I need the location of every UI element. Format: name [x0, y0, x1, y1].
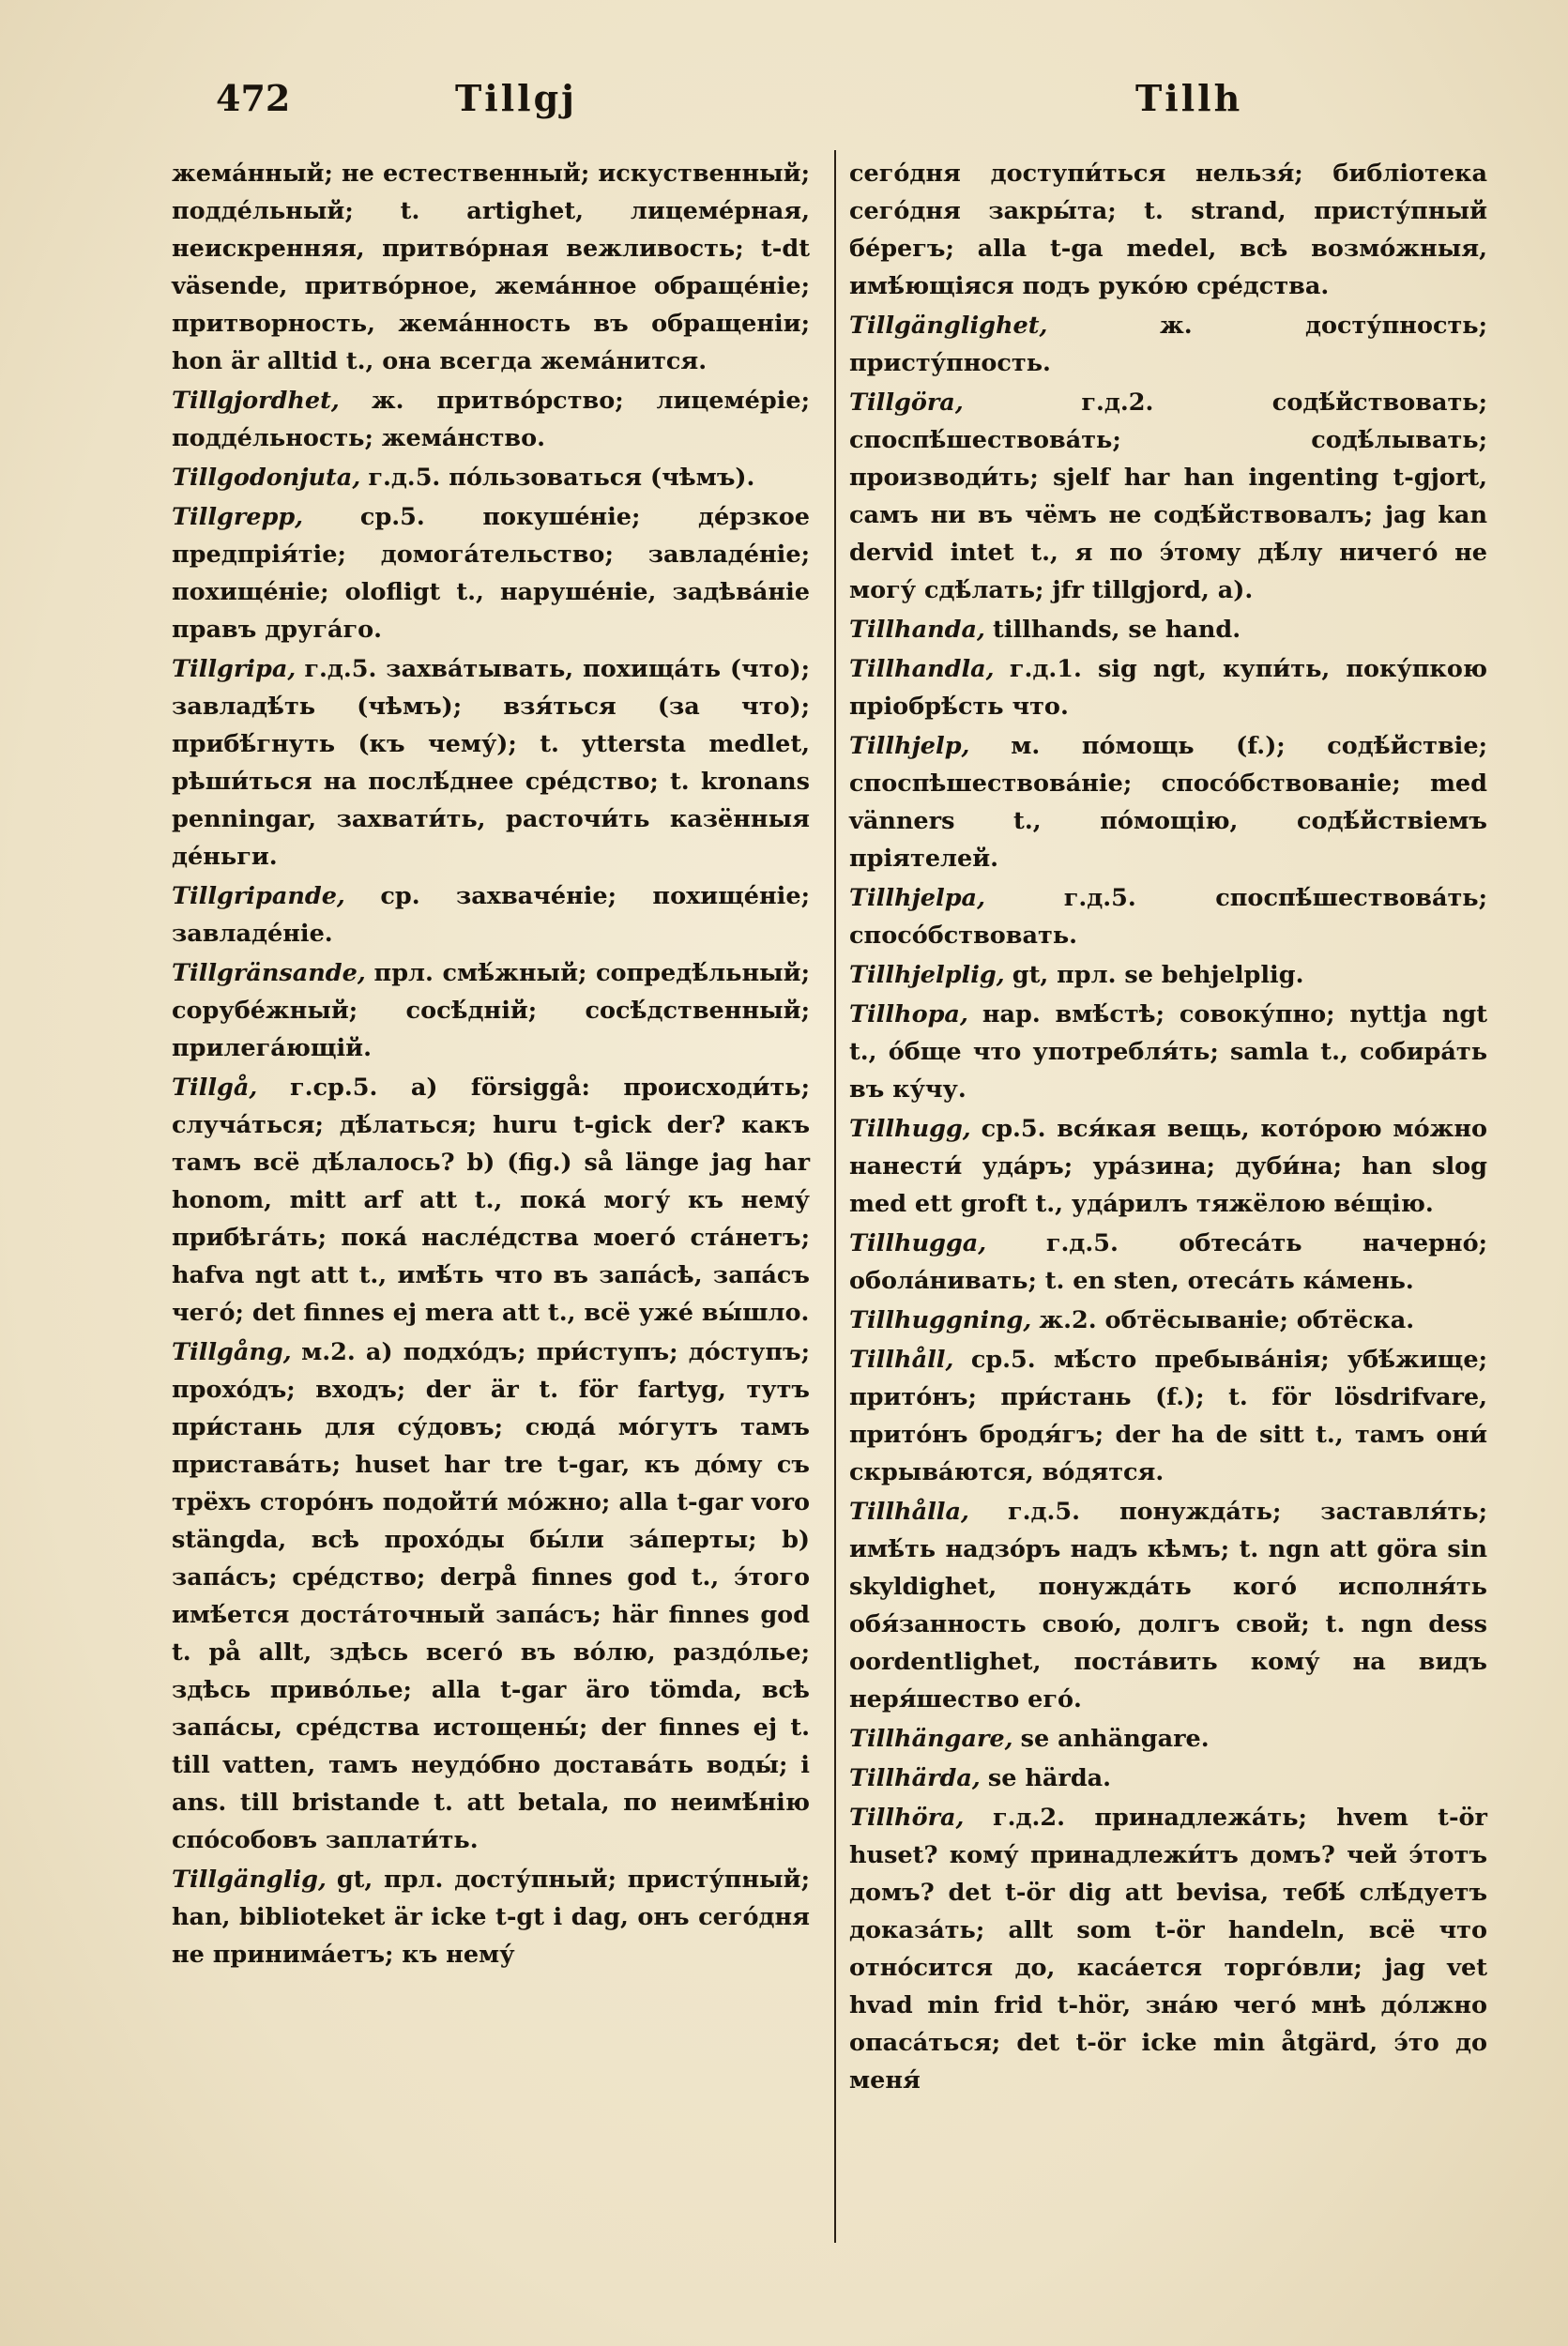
entry-definition: se anhängare.	[1020, 1725, 1210, 1753]
entry-definition: жема́нный; не естественный; искуственный; подде́льный; t. artighet, лицеме́рная, неискренняя, притво́рная вежливость; t-dt väsende, притво́рное, жема́нное обраще́ніе; притворность, жема́нность въ обращеніи; hon är alltid t., она всегда жема́нится.	[172, 160, 810, 375]
entry-headword: Tillhåll,	[849, 1346, 954, 1374]
entry-definition: г.д.5. обтеса́ть начерно́; обола́нивать; t. en sten, отеса́ть ка́мень.	[849, 1229, 1487, 1295]
entry-headword: Tillgrepp,	[172, 503, 304, 531]
dictionary-entry	[849, 996, 1487, 1108]
entry-definition: г.ср.5. a) försiggå: происходи́ть; случа́ться; дѣ́латься; huru t-gick der? какъ тамъ всё дѣ́лалось? b) (fig.) så länge jag har honom, mitt arf att t., пока́ могу́ къ нему́ прибѣга́ть; пока́ насле́дства моего́ ста́нетъ; hafva ngt att t., имѣ́ть что въ запа́сѣ, запа́съ чего́; det finnes ej mera att t., всё уже́ вы́шло.	[172, 1074, 811, 1327]
dictionary-entry	[172, 1333, 810, 1859]
entry-definition: gt, прл. досту́пный; присту́пный; han, biblioteket är icke t-gt i dag, онъ сего́дня не принима́етъ; къ нему́	[172, 1866, 810, 1969]
dictionary-entry	[172, 877, 810, 952]
entry-definition: прл. смѣ́жный; сопредѣ́льный; сорубе́жный; сосѣ́дній; сосѣ́дственный; прилега́ющій.	[172, 959, 810, 1062]
entry-definition: ср.5. вся́кая вещь, кото́рою мо́жно нанести́ уда́ръ; ура́зина; дуби́на; han slog med ett groft t., уда́рилъ тяжёлою ве́щію.	[849, 1115, 1488, 1218]
entry-definition: г.д.1. sig ngt, купи́ть, поку́пкою пріобрѣ́сть что.	[849, 655, 1488, 721]
entry-definition: г.д.5. по́льзоваться (чѣмъ).	[368, 464, 755, 492]
right-column	[849, 155, 1487, 2101]
dictionary-entry	[172, 1861, 810, 1973]
left-running-head: Tillgj	[455, 77, 577, 119]
entry-definition: м.2. a) подхо́дъ; при́ступъ; до́ступъ; прохо́дъ; входъ; der är t. för fartyg, тутъ при́стань для су́довъ; сюда́ мо́гутъ тамъ пристава́ть; huset har tre t-gar, къ до́му съ трёхъ сторо́нъ подойти́ мо́жно; alla t-gar voro stängda, всѣ прохо́ды бы́ли за́перты; b) запа́съ; сре́дство; derpå finnes god t., э́того имѣ́ется доста́точный запа́съ; här finnes god t. på allt, здѣсь всего́ въ во́лю, раздо́лье; здѣсь приво́лье; alla t-gar äro tömda, всѣ запа́сы, сре́дства истощены́; der finnes ej t. till vatten, тамъ неудо́бно достава́ть воды́; i ans. till bristande t. att betala, по неимѣ́нію спо́собовъ заплати́ть.	[172, 1338, 810, 1854]
entry-definition: г.д.5. захва́тывать, похища́ть (что); завладѣ́ть (чѣмъ); взя́ться (за что); прибѣ́гнуть (къ чему́); t. yttersta medlet, рѣши́ться на послѣ́днее сре́дство; t. kronans penningar, захвати́ть, расточи́ть казённыя де́ньги.	[172, 655, 810, 871]
entry-definition: ж. досту́пность; присту́пность.	[849, 312, 1488, 377]
dictionary-entry	[849, 727, 1487, 877]
dictionary-entry	[849, 307, 1487, 382]
dictionary-entry	[849, 1760, 1487, 1797]
dictionary-entry	[172, 459, 810, 496]
entry-headword: Tillhopa,	[849, 1000, 968, 1028]
column-divider	[834, 150, 836, 2243]
entry-definition: г.д.5. понужда́ть; заставля́ть; имѣ́ть надзо́ръ надъ кѣмъ; t. ngn att göra sin skyldighet, понужда́ть кого́ исполня́ть обя́занность свою́, долгъ свой; t. ngn dess oordentlighet, поста́вить кому́ на видъ неря́шество его́.	[849, 1498, 1488, 1714]
dictionary-entry	[172, 954, 810, 1067]
entry-headword: Tillhanda,	[849, 616, 985, 644]
entry-definition: gt, прл. se behjelplig.	[1012, 961, 1304, 989]
dictionary-entry	[849, 1302, 1487, 1339]
entry-headword: Tillgodonjuta,	[172, 464, 361, 492]
entry-headword: Tillhugga,	[849, 1229, 987, 1257]
dictionary-entry	[172, 155, 810, 380]
dictionary-entry	[172, 650, 810, 876]
dictionary-entry	[849, 1110, 1487, 1223]
entry-headword: Tillgänglighet,	[849, 312, 1048, 340]
dictionary-entry	[849, 650, 1487, 725]
page-header	[216, 77, 1492, 133]
dictionary-entry	[849, 1720, 1487, 1758]
entry-headword: Tillhålla,	[849, 1498, 969, 1526]
entry-definition: ср.5. покуше́ніе; де́рзкое предпрія́тіе; домога́тельство; завладе́ніе; похище́ніе; olofligt t., наруше́ніе, задѣва́ніе правъ друга́го.	[172, 503, 810, 644]
entry-headword: Tillhängare,	[849, 1725, 1013, 1753]
entry-headword: Tillgänglig,	[172, 1866, 327, 1894]
entry-headword: Tillgripa,	[172, 655, 297, 683]
entry-definition: г.д.2. принадлежа́ть; hvem t-ör huset? кому́ принадлежи́тъ домъ? чей э́тотъ домъ? det t-ör dig att bevisa, тебѣ́ слѣ́дуетъ доказа́ть; allt som t-ör handeln, всё что отно́сится до, каса́ется торго́вли; jag vet hvad min frid t-hör, зна́ю чего́ мнѣ до́лжно опаса́ться; det t-ör icke min åtgärd, э́то до меня́	[849, 1804, 1487, 2095]
entry-headword: Tillhjelpa,	[849, 884, 985, 912]
dictionary-entry	[849, 879, 1487, 954]
entry-definition: ср. захваче́ніе; похище́ніе; завладе́ніе.	[172, 882, 810, 948]
entry-headword: Tillhjelplig,	[849, 961, 1005, 989]
dictionary-entry	[849, 611, 1487, 648]
entry-headword: Tillhjelp,	[849, 732, 970, 760]
right-running-head: Tillh	[1135, 77, 1243, 119]
entry-headword: Tillhugg,	[849, 1115, 971, 1143]
entry-headword: Tillgränsande,	[172, 959, 366, 987]
dictionary-entry	[849, 1799, 1487, 2099]
entry-definition: ж.2. обтёсываніе; обтёска.	[1039, 1306, 1415, 1334]
entry-headword: Tillgång,	[172, 1338, 292, 1366]
dictionary-entry	[849, 384, 1487, 609]
dictionary-entry	[172, 382, 810, 457]
entry-definition: se härda.	[987, 1764, 1112, 1792]
entry-headword: Tillhuggning,	[849, 1306, 1032, 1334]
dictionary-entry	[849, 155, 1487, 305]
dictionary-entry	[849, 956, 1487, 994]
entry-definition: ср.5. мѣ́сто пребыва́нія; убѣ́жище; прито́нъ; при́стань (f.); t. för lösdrifvare, прито́нъ бродя́гъ; der ha de sitt t., тамъ они́ скрыва́ются, во́дятся.	[849, 1346, 1487, 1486]
dictionary-entry	[172, 498, 810, 648]
entry-definition: сего́дня доступи́ться нельзя́; библіотека сего́дня закры́та; t. strand, присту́пный бе́регъ; alla t-ga medel, всѣ возмо́жныя, имѣ́ющіяся подъ руко́ю сре́дства.	[849, 160, 1487, 300]
entry-definition: ж. притво́рство; лицеме́ріе; подде́льность; жема́нство.	[172, 387, 810, 452]
entry-definition: tillhands, se hand.	[992, 616, 1241, 644]
dictionary-entry	[172, 1069, 810, 1332]
entry-headword: Tillhärda,	[849, 1764, 981, 1792]
entry-definition: нар. вмѣ́стѣ; совоку́пно; nyttja ngt t., о́бще что употребля́ть; samla t., собира́ть въ ку́чу.	[849, 1000, 1487, 1104]
entry-definition: г.д.2. содѣ́йствовать; споспѣ́шествова́ть; содѣ́лывать; производи́ть; sjelf har han ingenting t-gjort, самъ ни въ чёмъ не содѣ́йствовалъ; jag kan dervid intet t., я по э́тому дѣ́лу ничего́ не могу́ сдѣ́лать; jfr tillgjord, a).	[849, 388, 1487, 604]
page-number: 472	[216, 77, 291, 119]
entry-definition: м. по́мощь (f.); содѣ́йствіе; споспѣшествова́ніе; спосо́бствованіе; med vänners t., по́мощію, содѣ́йствіемъ пріятелей.	[849, 732, 1487, 873]
entry-definition: г.д.5. споспѣ́шествова́ть; спосо́бствовать.	[849, 884, 1488, 950]
dictionary-entry	[849, 1225, 1487, 1300]
entry-headword: Tillgå,	[172, 1074, 258, 1102]
entry-headword: Tillgöra,	[849, 388, 964, 417]
entry-headword: Tillgjordhet,	[172, 387, 340, 415]
dictionary-entry	[849, 1493, 1487, 1718]
dictionary-entry	[849, 1341, 1487, 1491]
entry-headword: Tillhandla,	[849, 655, 995, 683]
left-column	[172, 155, 810, 1975]
entry-headword: Tillgripande,	[172, 882, 345, 910]
entry-headword: Tillhöra,	[849, 1804, 965, 1832]
